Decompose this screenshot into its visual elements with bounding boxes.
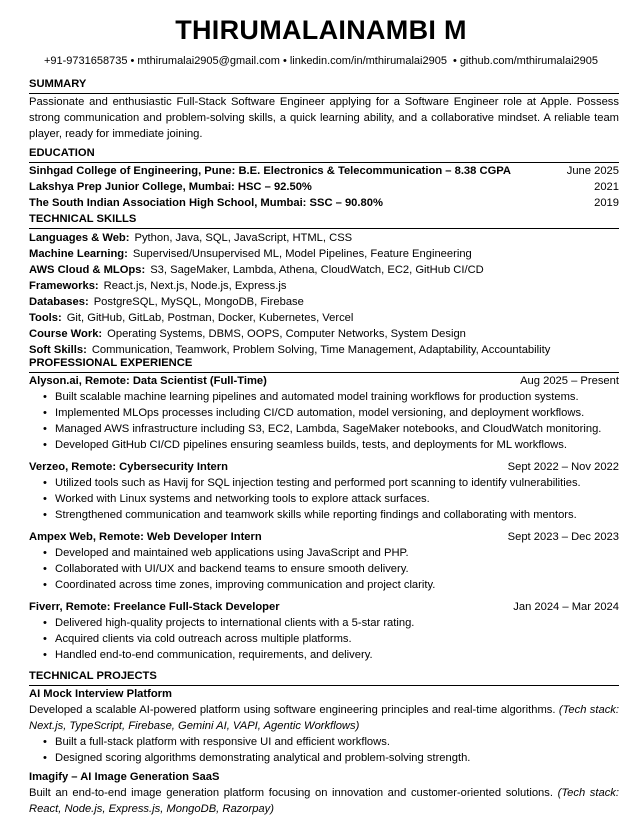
skill-row — [29, 246, 619, 262]
education-heading: EDUCATION — [29, 146, 619, 163]
skill-row — [29, 262, 619, 278]
education-date: June 2025 — [566, 165, 619, 177]
project-desc-text: Developed a scalable AI-powered platform using software engineering principles and real-time algorithms. — [29, 704, 556, 716]
skill-row — [29, 294, 619, 310]
linkedin-link[interactable]: linkedin.com/in/mthirumalai2905 — [289, 55, 447, 67]
project-bullets — [29, 734, 619, 766]
education-school: The South Indian Association High School, Mumbai: SSC – 90.80% — [29, 197, 383, 209]
skill-label: Frameworks: — [29, 280, 99, 292]
skill-row — [29, 278, 619, 294]
email-link[interactable]: mthirumalai2905@gmail.com — [137, 55, 280, 67]
experience-heading: PROFESSIONAL EXPERIENCE — [29, 356, 619, 373]
job-header — [29, 529, 619, 545]
skill-label: Databases: — [29, 296, 89, 308]
skill-row — [29, 310, 619, 326]
contact-line — [0, 54, 642, 69]
project-desc-text: Built an end-to-end image generation platform focusing on innovation and customer-oriented solutions. — [29, 787, 553, 799]
job-bullet: • Implemented MLOps processes including CI/CD automation, model versioning, and deployment workflows. — [29, 405, 619, 421]
job-role: Alyson.ai, Remote: Data Scientist (Full-Time) — [29, 375, 267, 387]
skills-section — [29, 230, 619, 358]
project-title: Imagify – AI Image Generation SaaS — [29, 771, 220, 783]
job-bullet: • Worked with Linux systems and networking tools to explore attack surfaces. — [29, 491, 619, 507]
job-date: Sept 2023 – Dec 2023 — [507, 531, 619, 543]
job-bullet: • Delivered high-quality projects to international clients with a 5-star rating. — [29, 615, 619, 631]
job-bullets — [29, 389, 619, 453]
skill-row — [29, 326, 619, 342]
skill-value: S3, SageMaker, Lambda, Athena, CloudWatch, EC2, GitHub CI/CD — [150, 264, 484, 276]
job-header — [29, 373, 619, 389]
job-bullet: • Coordinated across time zones, improving communication and project clarity. — [29, 577, 619, 593]
education-date: 2021 — [594, 181, 619, 193]
job-entry-verzeo — [29, 459, 619, 523]
job-header — [29, 459, 619, 475]
job-bullets — [29, 475, 619, 523]
skill-label: Tools: — [29, 312, 62, 324]
bullet-separator: • — [282, 55, 287, 67]
project-entry-ai-mock-interview — [29, 686, 619, 766]
project-bullet: • Built a full-stack platform with responsive UI and efficient workflows. — [29, 734, 619, 750]
education-section — [29, 163, 619, 211]
skill-value: Communication, Teamwork, Problem Solving, Time Management, Adaptability, Accountability — [91, 344, 551, 356]
job-bullet: • Handled end-to-end communication, requirements, and delivery. — [29, 647, 619, 663]
education-row — [29, 195, 619, 211]
job-date: Sept 2022 – Nov 2022 — [507, 461, 619, 473]
skill-value: Supervised/Unsupervised ML, Model Pipelines, Feature Engineering — [132, 248, 472, 260]
education-row — [29, 179, 619, 195]
job-date: Jan 2024 – Mar 2024 — [513, 601, 619, 613]
summary-heading: SUMMARY — [29, 77, 619, 94]
project-title: AI Mock Interview Platform — [29, 688, 172, 700]
candidate-name: THIRUMALAINAMBI M — [175, 15, 467, 45]
job-bullet: • Collaborated with UI/UX and backend teams to ensure smooth delivery. — [29, 561, 619, 577]
project-description — [29, 785, 619, 817]
project-description — [29, 702, 619, 734]
skill-label: Languages & Web: — [29, 232, 130, 244]
job-role: Fiverr, Remote: Freelance Full-Stack Developer — [29, 601, 280, 613]
skill-label: Machine Learning: — [29, 248, 128, 260]
job-bullet: • Acquired clients via cold outreach across multiple platforms. — [29, 631, 619, 647]
skill-value: Git, GitHub, GitLab, Postman, Docker, Kubernetes, Vercel — [66, 312, 354, 324]
bullet-separator: • — [452, 55, 457, 67]
education-row — [29, 163, 619, 179]
education-date: 2019 — [594, 197, 619, 209]
job-entry-alyson — [29, 373, 619, 453]
job-header — [29, 599, 619, 615]
skills-heading: TECHNICAL SKILLS — [29, 212, 619, 229]
job-entry-fiverr — [29, 599, 619, 663]
education-school: Sinhgad College of Engineering, Pune: B.E. Electronics & Telecommunication – 8.38 CGPA — [29, 165, 511, 177]
job-bullet: • Utilized tools such as Havij for SQL injection testing and performed port scanning to identify vulnerabilities. — [29, 475, 619, 491]
job-role: Verzeo, Remote: Cybersecurity Intern — [29, 461, 228, 473]
job-bullet: • Developed and maintained web applications using JavaScript and PHP. — [29, 545, 619, 561]
skill-label: Course Work: — [29, 328, 103, 340]
job-bullets — [29, 545, 619, 593]
project-tech-stack: (Tech stack: React, Node.js, Express.js, MongoDB, Razorpay) — [29, 787, 619, 815]
job-entry-ampex — [29, 529, 619, 593]
project-bullet: • Designed scoring algorithms demonstrating analytical and problem-solving strength. — [29, 750, 619, 766]
project-entry-imagify — [29, 769, 619, 817]
phone-text: +91-9731658735 — [43, 55, 128, 67]
projects-heading: TECHNICAL PROJECTS — [29, 669, 619, 686]
skill-row — [29, 230, 619, 246]
job-bullet: • Built scalable machine learning pipelines and automated model training workflows for production systems. — [29, 389, 619, 405]
job-bullet: • Strengthened communication and teamwork skills while reporting findings and collaborating with mentors. — [29, 507, 619, 523]
skill-label: Soft Skills: — [29, 344, 87, 356]
project-tech-stack: (Tech stack: Next.js, TypeScript, Firebase, Gemini AI, VAPI, Agentic Workflows) — [29, 704, 620, 732]
education-school: Lakshya Prep Junior College, Mumbai: HSC – 92.50% — [29, 181, 312, 193]
summary-section — [29, 94, 619, 142]
summary-text: Passionate and enthusiastic Full-Stack Software Engineer applying for a Software Engineer role at Apple. Possess strong communication and problem-solving skills, a quick learning ability, and a collaborative mindset. A reliable team player, ready for immediate joining. — [29, 96, 619, 140]
job-role: Ampex Web, Remote: Web Developer Intern — [29, 531, 262, 543]
github-link[interactable]: github.com/mthirumalai2905 — [459, 55, 598, 67]
job-bullet: • Developed GitHub CI/CD pipelines ensuring seamless builds, tests, and deployments for ML workflows. — [29, 437, 619, 453]
job-date: Aug 2025 – Present — [520, 375, 619, 387]
bullet-separator: • — [130, 55, 135, 67]
skill-label: AWS Cloud & MLOps: — [29, 264, 146, 276]
job-bullet: • Managed AWS infrastructure including S3, EC2, Lambda, SageMaker notebooks, and CloudWatch monitoring. — [29, 421, 619, 437]
job-bullets — [29, 615, 619, 663]
skill-value: Python, Java, SQL, JavaScript, HTML, CSS — [134, 232, 353, 244]
skill-value: Operating Systems, DBMS, OOPS, Computer Networks, System Design — [107, 328, 466, 340]
skill-value: React.js, Next.js, Node.js, Express.js — [103, 280, 287, 292]
skill-value: PostgreSQL, MySQL, MongoDB, Firebase — [93, 296, 304, 308]
